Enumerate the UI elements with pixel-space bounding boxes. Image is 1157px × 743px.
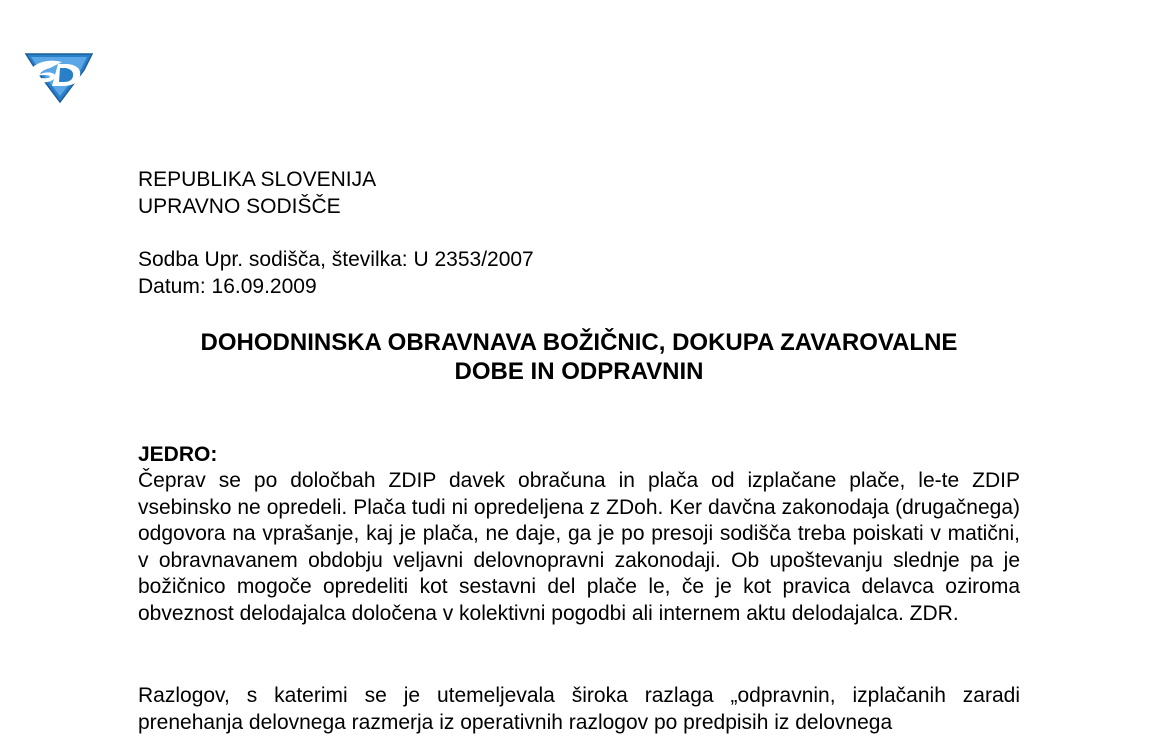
case-number: Sodba Upr. sodišča, številka: U 2353/2007 — [138, 248, 534, 271]
title-line-1: DOHODNINSKA OBRAVNAVA BOŽIČNIC, DOKUPA ZAVAROVALNE — [200, 329, 958, 356]
judgment-date: Datum: 16.09.2009 — [138, 275, 317, 298]
court-logo — [22, 48, 96, 104]
jedro-heading: JEDRO: — [138, 443, 218, 466]
reasons-paragraph: Razlogov, s katerimi se je utemeljevala široka razlaga „odpravnin, izplačanih zaradi prenehanja delovnega razmerja iz operativnih razlogov po predpisih iz delovnega — [138, 684, 1020, 734]
document-title — [138, 328, 1020, 386]
title-line-2: DOBE IN ODPRAVNIN — [454, 358, 704, 385]
sd-shield-logo-icon — [22, 48, 96, 104]
document-header — [138, 166, 376, 220]
country-name: REPUBLIKA SLOVENIJA — [138, 168, 377, 191]
court-name: UPRAVNO SODIŠČE — [138, 195, 341, 218]
case-metadata — [138, 246, 534, 300]
jedro-paragraph: Čeprav se po določbah ZDIP davek obračuna in plača od izplačane plače, le-te ZDIP vsebinsko ne opredeli. Plača tudi ni opredeljena z ZDoh. Ker davčna zakonodaja (drugačnega) odgovora na vprašanje, kaj je plača, ne daje, ga je po presoji sodišča treba poiskati v matični, v obravnavanem obdobju veljavni delovnopravni zakonodaji. Ob upoštevanju slednje pa je božičnico mogoče opredeliti kot sestavni del plače le, če je kot pravica delavca oziroma obveznost delodajalca določena v kolektivni pogodbi ali internem aktu delodajalca. ZDR. — [138, 469, 1020, 625]
